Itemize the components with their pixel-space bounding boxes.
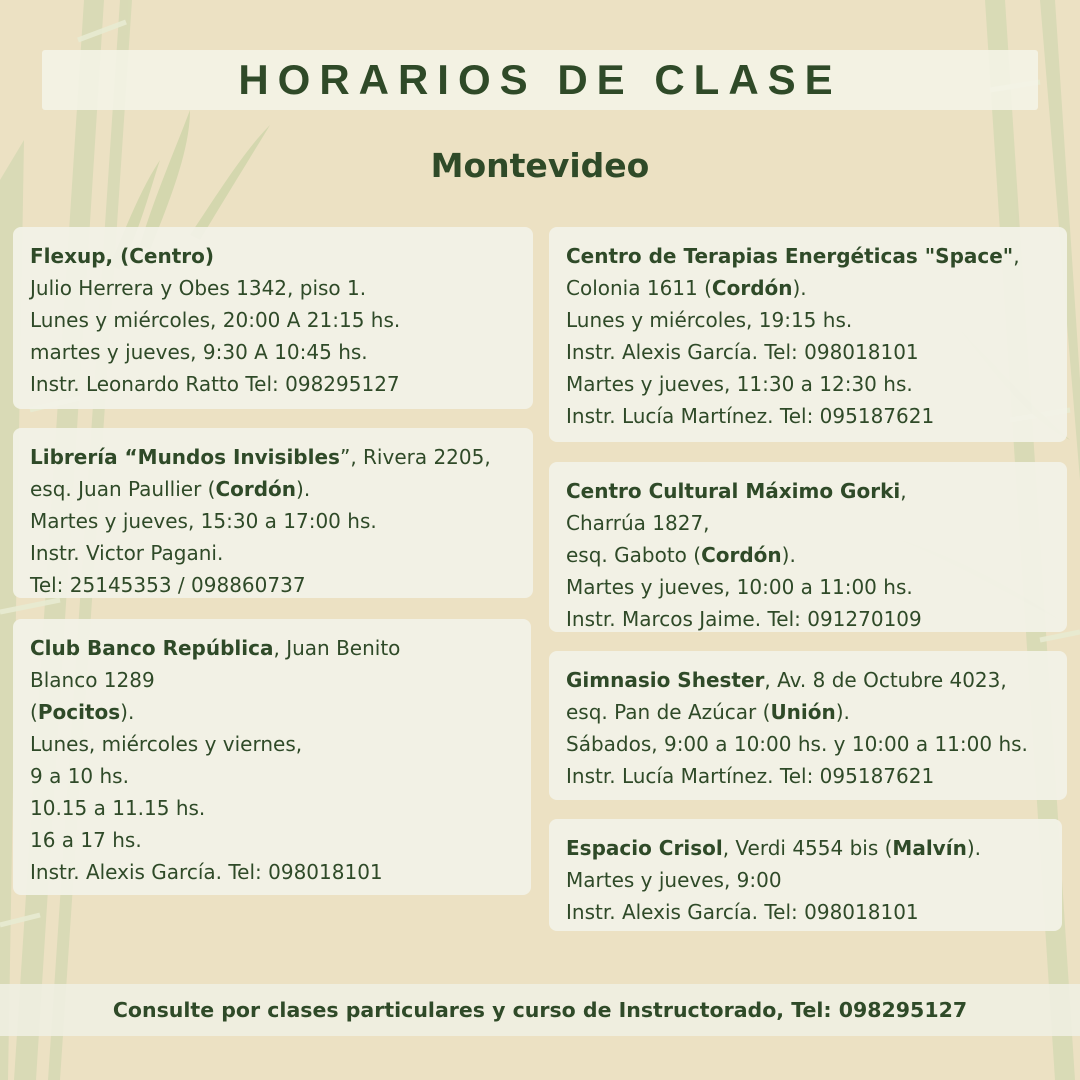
venue-address: Blanco 1289 bbox=[30, 668, 155, 692]
neighborhood: Cordón bbox=[215, 477, 297, 501]
venue-name-line: Club Banco República, Juan Benito bbox=[30, 636, 401, 660]
instructor-phone: Tel: 25145353 / 098860737 bbox=[30, 573, 306, 597]
neighborhood: Pocitos bbox=[37, 700, 121, 724]
venue-neighborhood: (Pocitos). bbox=[30, 700, 135, 724]
venue-address: Colonia 1611 (Cordón). bbox=[566, 276, 807, 300]
venue-address: esq. Gaboto (Cordón). bbox=[566, 543, 796, 567]
schedule: Lunes y miércoles, 19:15 hs. bbox=[566, 308, 853, 332]
neighborhood: Cordón bbox=[711, 276, 793, 300]
schedule-time: 10.15 a 11.15 hs. bbox=[30, 796, 206, 820]
city-heading: Montevideo bbox=[430, 146, 650, 185]
venue-name: Flexup, (Centro) bbox=[30, 244, 215, 268]
venue-name: Club Banco República bbox=[30, 636, 274, 660]
venue-name: Espacio Crisol bbox=[566, 836, 723, 860]
instructor-contact: Instr. Alexis García. Tel: 098018101 bbox=[30, 860, 383, 884]
schedule: Martes y jueves, 9:00 bbox=[566, 868, 782, 892]
instructor-contact: Instr. Lucía Martínez. Tel: 095187621 bbox=[566, 764, 935, 788]
venue-address: esq. Juan Paullier (Cordón). bbox=[30, 477, 311, 501]
venue-address: Julio Herrera y Obes 1342, piso 1. bbox=[30, 276, 367, 300]
instructor-contact: Instr. Alexis García. Tel: 098018101 bbox=[566, 900, 919, 924]
card-centro-space bbox=[549, 227, 1067, 442]
neighborhood: Unión bbox=[770, 700, 836, 724]
venue-name: Gimnasio Shester bbox=[566, 668, 765, 692]
card-gimnasio-shester bbox=[549, 651, 1067, 800]
schedule: Martes y jueves, 11:30 a 12:30 hs. bbox=[566, 372, 913, 396]
schedule: Martes y jueves, 10:00 a 11:00 hs. bbox=[566, 575, 913, 599]
footer-banner bbox=[0, 984, 1080, 1036]
venue-name-line: Espacio Crisol, Verdi 4554 bis (Malvín). bbox=[566, 836, 981, 860]
venue-name: Librería “Mundos Invisibles bbox=[30, 445, 340, 469]
venue-name-line: Centro de Terapias Energéticas "Space", bbox=[566, 244, 1020, 268]
venue-name: Centro Cultural Máximo Gorki bbox=[566, 479, 901, 503]
card-club-banco-republica bbox=[13, 619, 531, 895]
schedule-time: 16 a 17 hs. bbox=[30, 828, 142, 852]
instructor-contact: Instr. Alexis García. Tel: 098018101 bbox=[566, 340, 919, 364]
venue-address: Charrúa 1827, bbox=[566, 511, 710, 535]
title-banner bbox=[42, 50, 1038, 110]
venue-name-line: Librería “Mundos Invisibles”, Rivera 2205, bbox=[30, 445, 491, 469]
schedule: Lunes y miércoles, 20:00 A 21:15 hs. bbox=[30, 308, 401, 332]
schedule: Sábados, 9:00 a 10:00 hs. y 10:00 a 11:00 hs. bbox=[566, 732, 1028, 756]
card-espacio-crisol bbox=[549, 819, 1062, 931]
card-centro-cultural-maximo-gorki bbox=[549, 462, 1067, 632]
page-title: HORARIOS DE CLASE bbox=[238, 56, 842, 103]
instructor-contact: Instr. Marcos Jaime. Tel: 091270109 bbox=[566, 607, 922, 631]
schedule: Martes y jueves, 15:30 a 17:00 hs. bbox=[30, 509, 377, 533]
footer-contact-text: Consulte por clases particulares y curso de Instructorado, Tel: 098295127 bbox=[112, 998, 968, 1022]
venue-name-line: Gimnasio Shester, Av. 8 de Octubre 4023, bbox=[566, 668, 1007, 692]
neighborhood: Malvín bbox=[892, 836, 967, 860]
venue-name: Centro de Terapias Energéticas "Space" bbox=[566, 244, 1014, 268]
schedule-days: Lunes, miércoles y viernes, bbox=[30, 732, 303, 756]
schedule-time: 9 a 10 hs. bbox=[30, 764, 129, 788]
instructor-contact: Instr. Lucía Martínez. Tel: 095187621 bbox=[566, 404, 935, 428]
venue-name-line: Centro Cultural Máximo Gorki, bbox=[566, 479, 907, 503]
neighborhood: Cordón bbox=[701, 543, 782, 567]
schedule: martes y jueves, 9:30 A 10:45 hs. bbox=[30, 340, 368, 364]
card-flexup bbox=[13, 227, 533, 409]
venue-address: esq. Pan de Azúcar (Unión). bbox=[566, 700, 850, 724]
instructor-contact: Instr. Leonardo Ratto Tel: 098295127 bbox=[30, 372, 400, 396]
card-libreria-mundos-invisibles bbox=[13, 428, 533, 598]
instructor-name: Instr. Victor Pagani. bbox=[30, 541, 224, 565]
